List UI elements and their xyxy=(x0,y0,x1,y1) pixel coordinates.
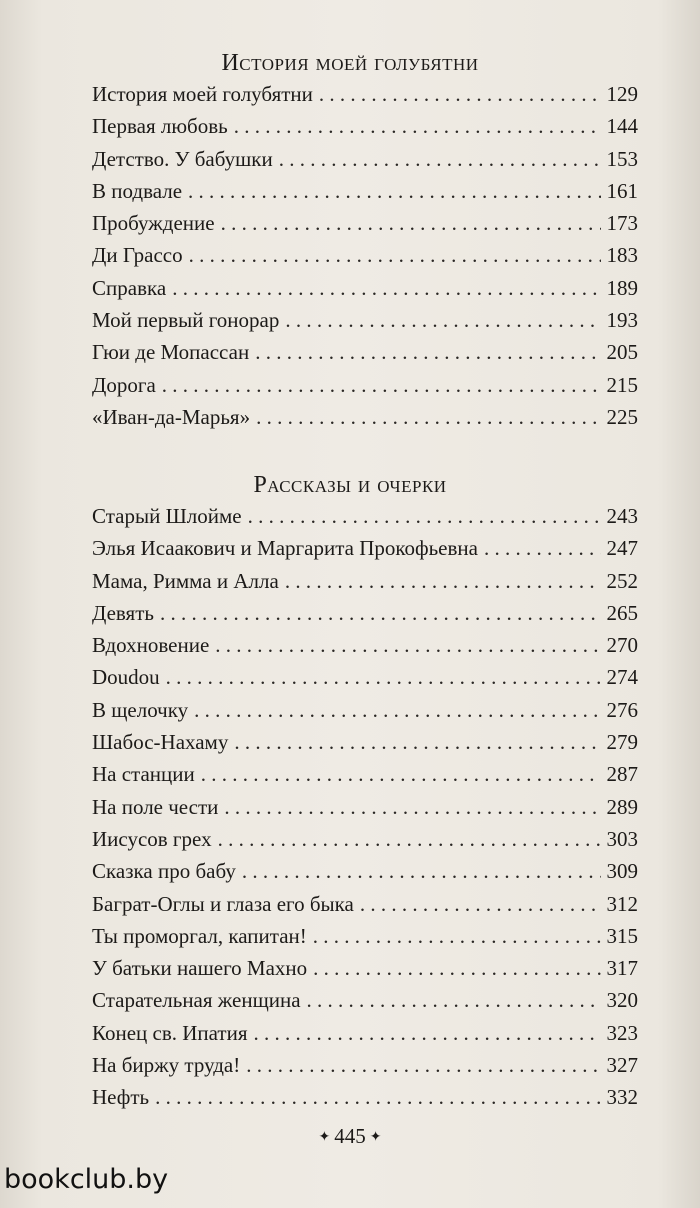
toc-entry-title: На поле чести xyxy=(92,794,219,819)
toc-entry-title: На станции xyxy=(92,762,195,787)
toc-list-section-1 xyxy=(92,82,638,437)
toc-entry-page: 153 xyxy=(606,146,638,171)
toc-entry-page: 189 xyxy=(606,275,638,300)
toc-entry xyxy=(92,633,638,665)
dot-leader xyxy=(319,82,601,107)
toc-entry-page: 315 xyxy=(606,923,638,948)
dot-leader xyxy=(189,243,601,268)
toc-entry-title: История моей голубятни xyxy=(92,82,313,106)
dot-leader xyxy=(194,698,600,723)
toc-entry-title: У батьки нашего Махно xyxy=(92,956,308,981)
dot-leader xyxy=(201,762,601,787)
toc-entry xyxy=(92,276,638,308)
dot-leader xyxy=(224,795,600,820)
page-footer xyxy=(0,1124,700,1149)
toc-entry-page: 303 xyxy=(606,826,638,851)
dot-leader xyxy=(172,276,600,301)
dot-leader xyxy=(234,114,601,139)
toc-entry xyxy=(92,988,638,1020)
dot-leader xyxy=(234,730,600,755)
toc-entry-title: Иисусов грех xyxy=(92,826,212,851)
toc-entry-title: Первая любовь xyxy=(92,114,228,139)
toc-entry-title: «Иван-да-Марья» xyxy=(92,404,251,429)
dot-leader xyxy=(188,179,600,204)
dot-leader xyxy=(256,405,600,430)
toc-entry-page: 144 xyxy=(606,114,638,139)
page-number: 445 xyxy=(334,1124,366,1148)
dot-leader xyxy=(155,1085,600,1110)
toc-entry xyxy=(92,956,638,988)
toc-entry xyxy=(92,179,638,211)
dot-leader xyxy=(248,504,601,529)
toc-entry-title: Пробуждение xyxy=(92,211,215,236)
dot-leader xyxy=(285,308,600,333)
dot-leader xyxy=(162,373,601,398)
dot-leader xyxy=(246,1053,600,1078)
toc-entry-page: 309 xyxy=(606,859,638,884)
dot-leader xyxy=(279,147,601,172)
toc-entry-page: 274 xyxy=(606,665,638,690)
toc-entry-page: 270 xyxy=(606,633,638,658)
toc-entry-title: Детство. У бабушки xyxy=(92,146,273,171)
toc-entry-page: 173 xyxy=(606,211,638,236)
toc-entry xyxy=(92,665,638,697)
ornament-left-icon: ✦ xyxy=(318,1130,331,1145)
dot-leader xyxy=(255,340,600,365)
toc-entry-title: Нефть xyxy=(92,1085,150,1110)
toc-entry-page: 225 xyxy=(606,404,638,429)
toc-entry xyxy=(92,405,638,437)
toc-entry-page: 287 xyxy=(606,762,638,787)
toc-entry-page: 205 xyxy=(606,340,638,365)
toc-entry-title: Элья Исаакович и Маргарита Прокофьевна xyxy=(92,536,478,561)
toc-entry xyxy=(92,924,638,956)
dot-leader xyxy=(254,1021,601,1046)
toc-entry-title: Девять xyxy=(92,600,154,625)
toc-entry xyxy=(92,243,638,275)
toc-entry xyxy=(92,1053,638,1085)
toc-entry-title: Дорога xyxy=(92,372,156,397)
toc-entry-title: Конец св. Ипатия xyxy=(92,1020,248,1045)
toc-entry-title: Мой первый гонорар xyxy=(92,308,280,333)
toc-entry-page: 247 xyxy=(606,536,638,561)
dot-leader xyxy=(166,665,601,690)
toc-entry-title: Старый Шлойме xyxy=(92,504,242,528)
toc-entry xyxy=(92,569,638,601)
toc-entry-title: Шабос-Нахаму xyxy=(92,730,229,755)
toc-entry-page: 312 xyxy=(606,891,638,916)
dot-leader xyxy=(221,211,601,236)
toc-entry-title: В щелочку xyxy=(92,697,189,722)
toc-entry-title: Сказка про бабу xyxy=(92,859,236,884)
toc-entry xyxy=(92,211,638,243)
ornament-right-icon: ✦ xyxy=(369,1130,382,1145)
toc-list-section-2 xyxy=(92,504,638,1118)
section-title-stories: Рассказы и очерки xyxy=(253,472,447,498)
toc-entry xyxy=(92,730,638,762)
toc-entry xyxy=(92,308,638,340)
toc-entry-page: 193 xyxy=(606,308,638,333)
toc-entry-title: Ди Грассо xyxy=(92,243,183,268)
toc-entry-page: 265 xyxy=(606,600,638,625)
dot-leader xyxy=(313,956,600,981)
toc-entry xyxy=(92,82,638,114)
toc-entry xyxy=(92,340,638,372)
toc-entry xyxy=(92,1085,638,1117)
toc-entry-page: 323 xyxy=(606,1020,638,1045)
toc-entry-title: Doudou xyxy=(92,665,160,690)
toc-entry-page: 332 xyxy=(606,1085,638,1110)
toc-entry xyxy=(92,827,638,859)
toc-entry-page: 129 xyxy=(606,82,638,106)
toc-entry xyxy=(92,859,638,891)
toc-entry xyxy=(92,601,638,633)
toc-entry-title: Старательная женщина xyxy=(92,988,301,1013)
toc-entry xyxy=(92,698,638,730)
toc-entry-title: Вдохновение xyxy=(92,633,210,658)
dot-leader xyxy=(218,827,601,852)
toc-entry-title: Гюи де Мопассан xyxy=(92,340,250,365)
dot-leader xyxy=(313,924,601,949)
toc-entry-title: В подвале xyxy=(92,178,183,203)
toc-entry-title: Ты проморгал, капитан! xyxy=(92,923,307,948)
dot-leader xyxy=(484,536,601,561)
toc-entry xyxy=(92,504,638,536)
site-watermark: bookclub.by xyxy=(4,1164,169,1195)
toc-entry-title: Справка xyxy=(92,275,167,300)
toc-entry-page: 252 xyxy=(606,568,638,593)
dot-leader xyxy=(242,859,601,884)
toc-entry-page: 243 xyxy=(606,504,638,528)
toc-entry-title: На биржу труда! xyxy=(92,1053,241,1078)
toc-entry-page: 327 xyxy=(606,1053,638,1078)
section-title-pigeon-house: История моей голубятни xyxy=(221,50,479,76)
toc-entry xyxy=(92,892,638,924)
toc-entry-page: 289 xyxy=(606,794,638,819)
dot-leader xyxy=(307,988,601,1013)
toc-entry xyxy=(92,795,638,827)
dot-leader xyxy=(215,633,600,658)
toc-entry-page: 276 xyxy=(606,697,638,722)
dot-leader xyxy=(160,601,601,626)
toc-entry xyxy=(92,147,638,179)
toc-entry-page: 320 xyxy=(606,988,638,1013)
toc-entry xyxy=(92,373,638,405)
toc-entry-page: 215 xyxy=(606,372,638,397)
dot-leader xyxy=(285,569,601,594)
toc-entry-page: 161 xyxy=(606,178,638,203)
toc-entry xyxy=(92,114,638,146)
toc-entry-page: 183 xyxy=(606,243,638,268)
toc-entry-page: 279 xyxy=(606,730,638,755)
toc-entry-title: Баграт-Оглы и глаза его быка xyxy=(92,891,354,916)
toc-entry xyxy=(92,762,638,794)
toc-entry xyxy=(92,1021,638,1053)
toc-entry xyxy=(92,536,638,568)
dot-leader xyxy=(360,892,601,917)
toc-entry-title: Мама, Римма и Алла xyxy=(92,568,279,593)
toc-entry-page: 317 xyxy=(606,956,638,981)
